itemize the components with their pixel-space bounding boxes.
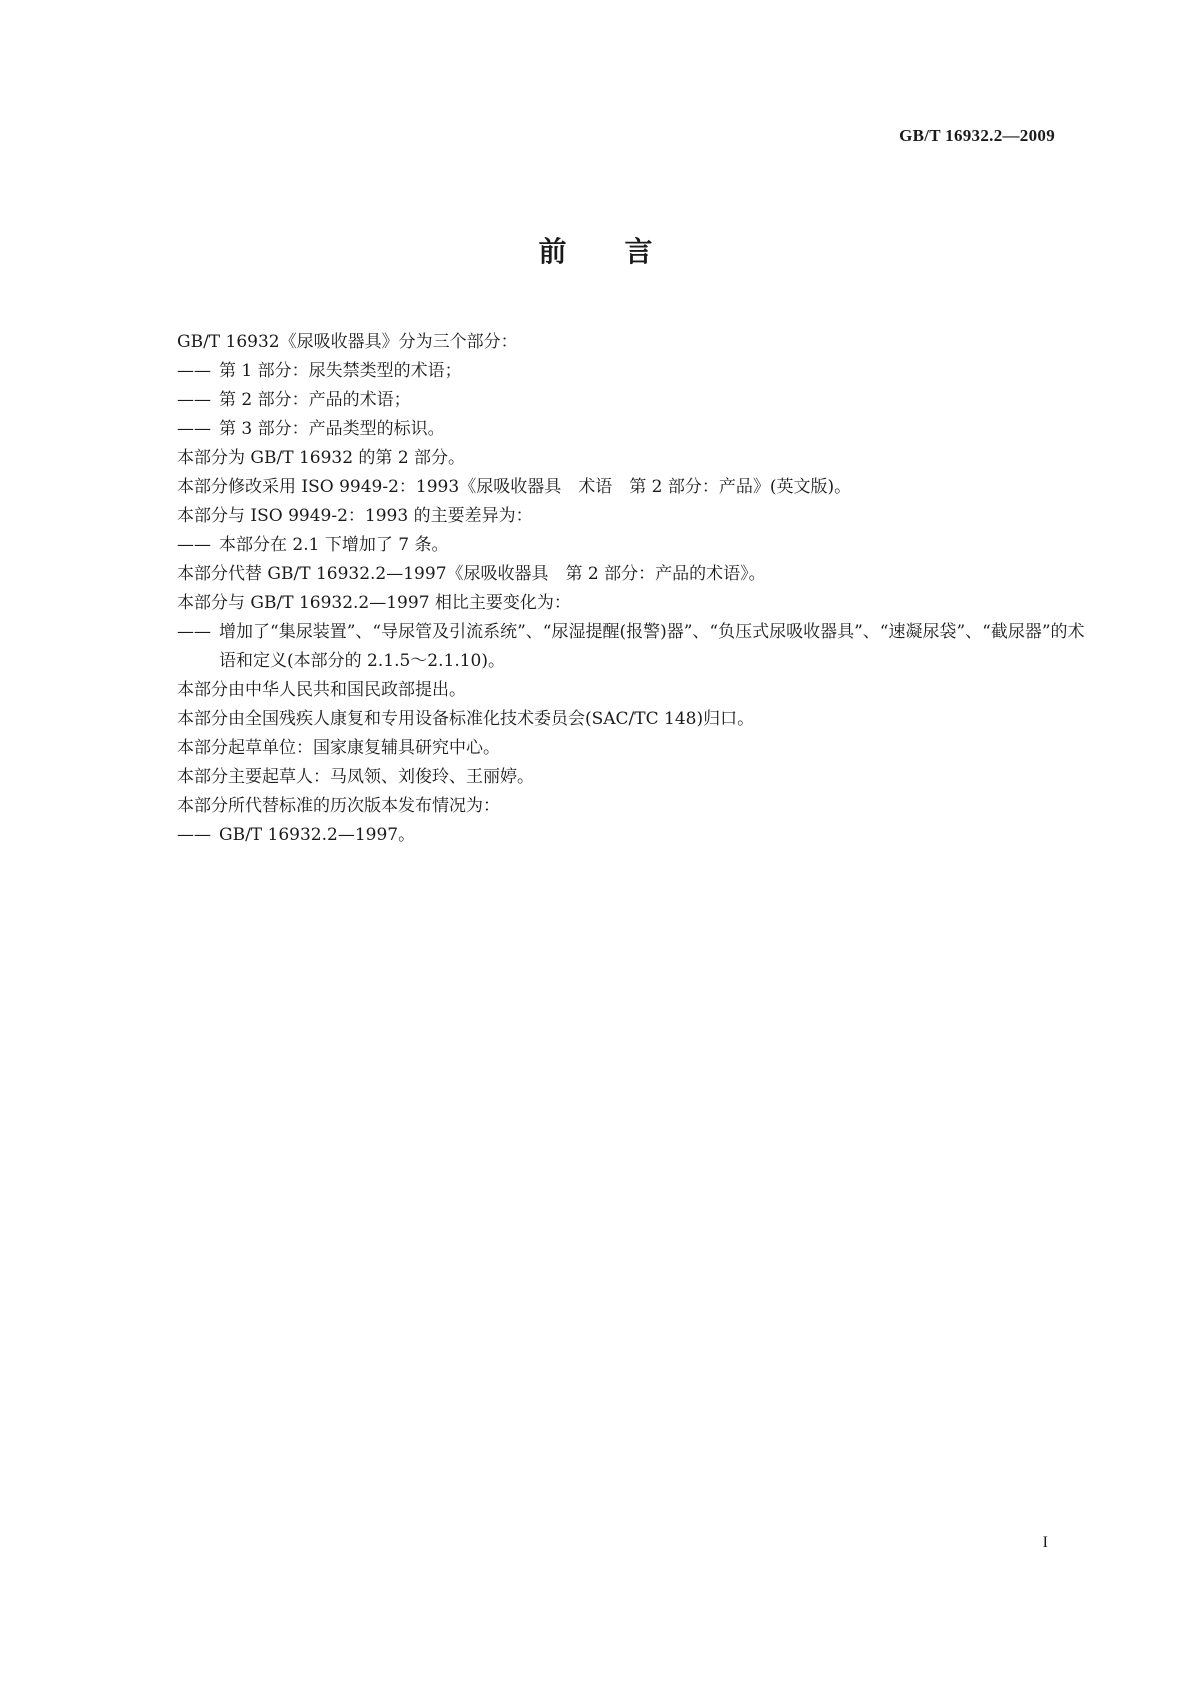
- paragraph: 本部分与 GB/T 16932.2—1997 相比主要变化为：: [177, 593, 571, 613]
- paragraph: GB/T 16932《尿吸收器具》分为三个部分：: [177, 332, 518, 352]
- dash-marker: ——: [177, 419, 211, 439]
- dash-marker: ——: [177, 535, 211, 555]
- dash-marker: ——: [177, 390, 211, 410]
- list-item-text: GB/T 16932.2—1997。: [219, 825, 416, 845]
- list-item-text: 第 3 部分：产品类型的标识。: [219, 419, 445, 439]
- page-number: I: [1042, 1534, 1048, 1551]
- list-item-text: 本部分在 2.1 下增加了 7 条。: [219, 535, 449, 555]
- paragraph: 本部分由全国残疾人康复和专用设备标准化技术委员会(SAC/TC 148)归口。: [177, 709, 755, 729]
- list-item: [177, 821, 1077, 850]
- paragraph: 本部分由中华人民共和国民政部提出。: [177, 680, 466, 700]
- list-item: [177, 415, 1077, 444]
- list-item-text: 增加了“集尿装置”、“导尿管及引流系统”、“尿湿提醒(报警)器”、“负压式尿吸收器具”、“速凝尿袋”、“截尿器”的术语和定义(本部分的 2.1.5～2.1.10)。: [219, 622, 1085, 671]
- paragraph: 本部分起草单位：国家康复辅具研究中心。: [177, 738, 500, 758]
- paragraph: 本部分与 ISO 9949-2：1993 的主要差异为：: [177, 506, 533, 526]
- dash-marker: ——: [177, 825, 211, 845]
- list-item: [177, 357, 1077, 386]
- list-item-text: 第 1 部分：尿失禁类型的术语；: [219, 361, 462, 381]
- dash-marker: ——: [177, 361, 211, 381]
- standard-number: GB/T 16932.2—2009: [899, 126, 1055, 145]
- list-item: [177, 531, 1077, 560]
- list-item: [177, 386, 1077, 415]
- paragraph: 本部分所代替标准的历次版本发布情况为：: [177, 796, 500, 816]
- list-item: [177, 618, 1099, 676]
- dash-marker: ——: [177, 622, 211, 642]
- foreword-body: [177, 328, 1085, 850]
- paragraph: 本部分为 GB/T 16932 的第 2 部分。: [177, 448, 466, 468]
- list-item-text: 第 2 部分：产品的术语；: [219, 390, 411, 410]
- paragraph: 本部分代替 GB/T 16932.2—1997《尿吸收器具 第 2 部分：产品的术语》。: [177, 564, 766, 584]
- paragraph: 本部分修改采用 ISO 9949-2：1993《尿吸收器具 术语 第 2 部分：产品》(英文版)。: [177, 477, 852, 497]
- paragraph: 本部分主要起草人：马凤领、刘俊玲、王丽婷。: [177, 767, 534, 787]
- page-title: 前言: [538, 235, 711, 268]
